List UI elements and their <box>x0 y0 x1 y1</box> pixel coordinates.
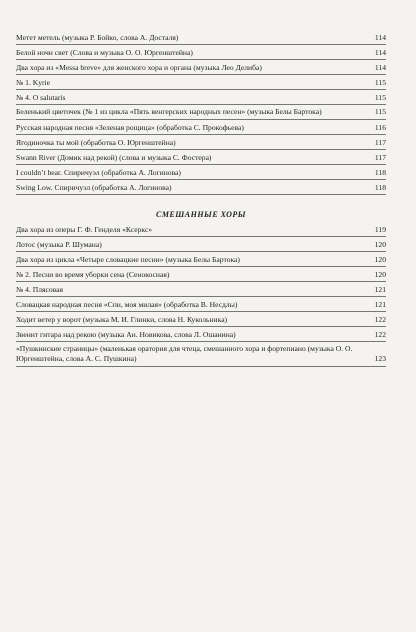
entry-title: Swing Low. Спиричуэл (обработка А. Логинова) <box>16 182 172 192</box>
entry-title: Звенит гитара над рекою (музыка Ан. Новикова, слова Л. Ошанина) <box>16 329 236 339</box>
entry-title: Ягодиночка ты мой (обработка О. Юргенштейна) <box>16 137 176 147</box>
entry-page-number: 115 <box>374 93 386 102</box>
entry-title: «Пушкинские страницы» (маленькая оратория для чтеца, смешанного хора и фортепиано (музыка О. О. Юргенштейна, слова А. С. Пушкина) <box>16 343 353 363</box>
toc-entry <box>16 252 386 267</box>
entry-page-number: 115 <box>374 107 386 116</box>
entry-title: Swann River (Домик над рекой) (слова и музыка С. Фостера) <box>16 152 212 162</box>
toc-entry <box>16 342 386 367</box>
toc-entry <box>16 237 386 252</box>
toc-section-1 <box>16 30 386 195</box>
entry-page-number: 118 <box>374 182 386 192</box>
entry-title: Словацкая народная песня «Спи, моя милая» (обработка В. Несдлы) <box>16 299 238 309</box>
table-of-contents <box>16 30 386 367</box>
toc-entry <box>16 105 386 120</box>
toc-entry <box>16 90 386 105</box>
entry-page-number: 117 <box>374 152 386 162</box>
toc-entry <box>16 312 386 327</box>
toc-entry <box>16 135 386 150</box>
entry-page-number: 114 <box>374 33 386 42</box>
entry-title: № 2. Песни во время уборки сена (Сенокосная) <box>16 269 170 279</box>
toc-entry <box>16 60 386 75</box>
entry-title: Ходит ветер у ворот (музыка М. И. Глинки, слова Н. Кукольника) <box>16 314 228 324</box>
toc-entry <box>16 150 386 165</box>
entry-page-number: 120 <box>374 239 386 249</box>
toc-entry <box>16 30 386 45</box>
entry-page-number: 118 <box>374 167 386 177</box>
entry-title: № 4. O salutaris <box>16 93 66 102</box>
toc-entry <box>16 180 386 195</box>
toc-entry <box>16 75 386 90</box>
toc-entry <box>16 327 386 342</box>
entry-title: Два хора из «Messa breve» для женского хора и органа (музыка Лео Делиба) <box>16 63 262 72</box>
entry-page-number: 122 <box>374 314 386 324</box>
entry-page-number: 117 <box>374 137 386 147</box>
entry-title: I couldn’t hear. Спиричуэл (обработка А. Логинова) <box>16 167 181 177</box>
entry-title: Два хора из оперы Г. Ф. Генделя «Ксеркс» <box>16 224 153 234</box>
entry-title: № 4. Плясовая <box>16 284 64 294</box>
toc-section-2 <box>16 222 386 367</box>
entry-title: № 1. Kyrie <box>16 78 51 87</box>
entry-page-number: 120 <box>374 269 386 279</box>
entry-title: Два хора из цикла «Четыре словацкие песни» (музыка Белы Бартока) <box>16 254 240 264</box>
entry-title: Белой ночи свет (Слова и музыка О. О. Юргенштейна) <box>16 48 193 57</box>
entry-page-number: 114 <box>374 63 386 72</box>
toc-entry <box>16 282 386 297</box>
toc-entry <box>16 165 386 180</box>
entry-title: Беленький цветочек (№ 1 из цикла «Пять венгерских народных песен» (музыка Белы Бартока) <box>16 107 322 116</box>
entry-title: Русская народная песня «Зеленая рощица» (обработка С. Прокофьева) <box>16 122 244 132</box>
entry-title: Лотос (музыка Р. Шумана) <box>16 239 102 249</box>
entry-page-number: 119 <box>374 224 386 234</box>
entry-page-number: 114 <box>374 48 386 57</box>
toc-entry <box>16 267 386 282</box>
entry-page-number: 115 <box>374 78 386 87</box>
toc-entry <box>16 120 386 135</box>
toc-entry <box>16 222 386 237</box>
entry-title: Метет метель (музыка Р. Бойко, слова А. Досталя) <box>16 33 179 42</box>
section-heading: СМЕШАННЫЕ ХОРЫ <box>155 209 246 219</box>
toc-entry <box>16 297 386 312</box>
toc-entry <box>16 45 386 60</box>
entry-page-number: 116 <box>374 122 386 132</box>
entry-page-number: 121 <box>374 284 386 294</box>
entry-page-number: 123 <box>374 354 386 363</box>
entry-page-number: 120 <box>374 254 386 264</box>
entry-page-number: 122 <box>374 329 386 339</box>
entry-page-number: 121 <box>374 299 386 309</box>
